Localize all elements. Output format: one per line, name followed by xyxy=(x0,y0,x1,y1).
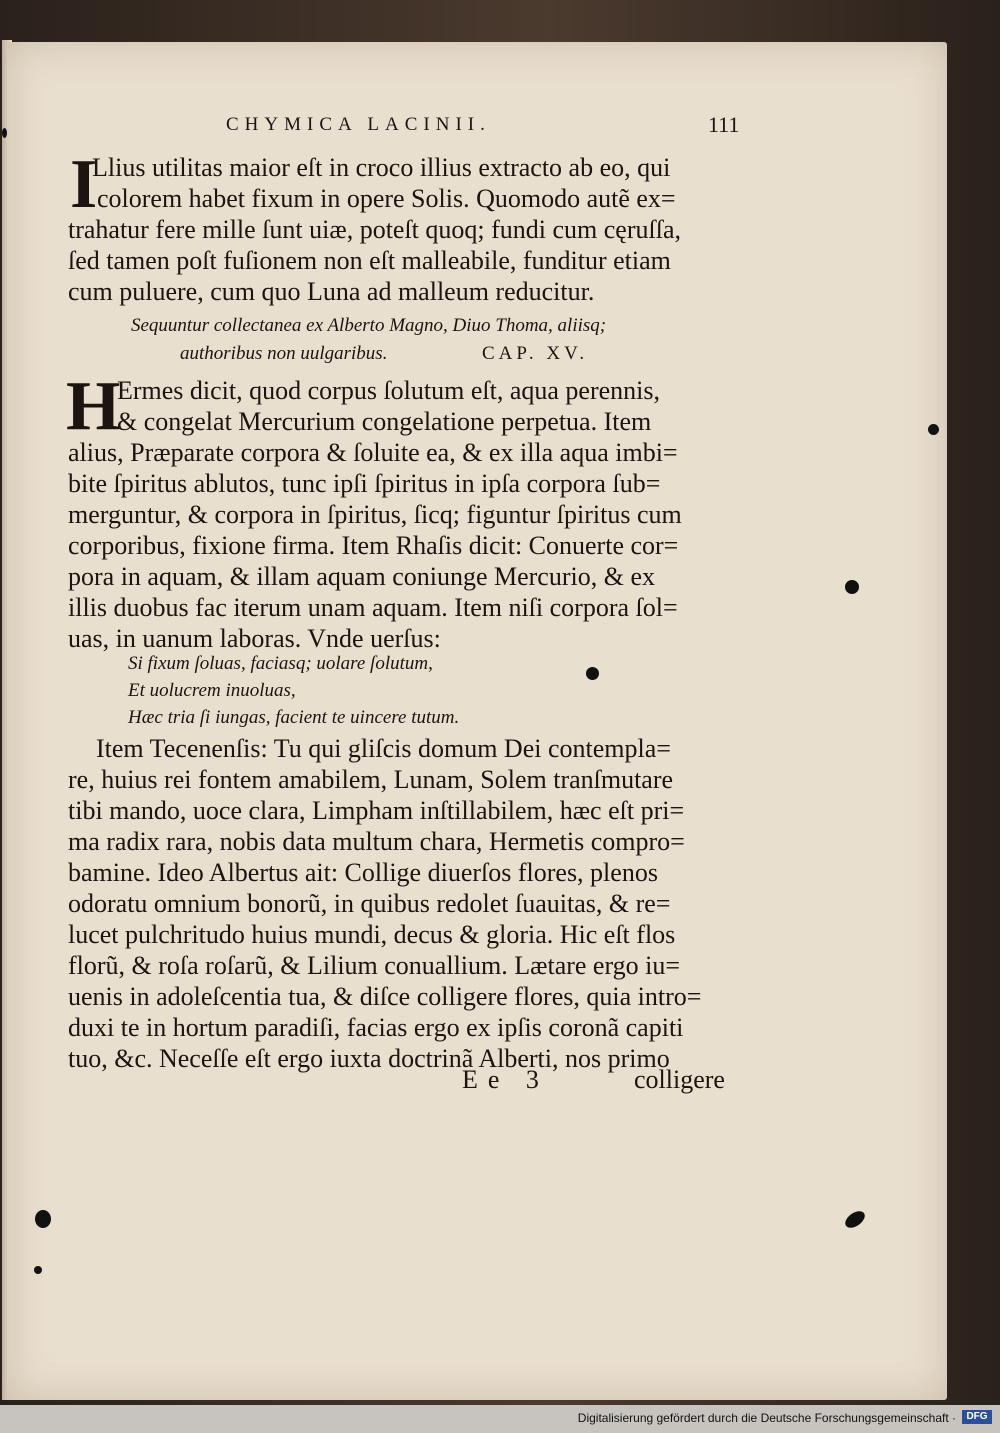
drop-cap-i: I xyxy=(70,146,98,223)
ink-spot xyxy=(2,128,7,138)
page-number: 111 xyxy=(708,112,740,137)
text-line: trahatur fere mille ſunt uiæ, poteſt quoq; fundi cum cęruſſa, xyxy=(68,215,681,244)
text-line: tibi mando, uoce clara, Limpham inſtillabilem, hæc eſt pri= xyxy=(68,796,685,825)
text-line: illis duobus fac iterum unam aquam. Item niſi corpora ſol= xyxy=(68,593,678,622)
chapter-heading-line: authoribus non uulgaribus. xyxy=(180,343,388,364)
signature-mark: Ee 3 xyxy=(462,1065,549,1094)
ink-spot xyxy=(928,424,939,435)
text-line: pora in aquam, & illam aquam coniunge Mercurio, & ex xyxy=(68,562,655,591)
verse-line: Et uolucrem inuoluas, xyxy=(128,680,296,701)
ink-spot xyxy=(35,1210,51,1228)
ink-spot xyxy=(845,580,859,594)
drop-cap-h: H xyxy=(66,368,121,445)
verse-line: Si fixum ſoluas, faciasq; uolare ſolutum, xyxy=(128,653,433,674)
text-line: colorem habet fixum in opere Solis. Quomodo autẽ ex= xyxy=(97,184,676,213)
text-line: Llius utilitas maior eſt in croco illius extracto ab eo, qui xyxy=(92,153,671,182)
digitization-credit: Digitalisierung gefördert durch die Deutsche Forschungsgemeinschaft · xyxy=(577,1411,956,1425)
text-line: & congelat Mercurium congelatione perpetua. Item xyxy=(117,407,652,436)
chapter-number: CAP. XV. xyxy=(482,343,589,364)
ink-spot xyxy=(586,667,599,680)
text-line: Item Tecenenſis: Tu qui gliſcis domum Dei contempla= xyxy=(96,734,671,763)
text-line: ma radix rara, nobis data multum chara, Hermetis compro= xyxy=(68,827,685,856)
text-line: merguntur, & corpora in ſpiritus, ſicq; figuntur ſpiritus cum xyxy=(68,500,682,529)
text-line: Ermes dicit, quod corpus ſolutum eſt, aqua perennis, xyxy=(117,376,660,405)
ink-spot xyxy=(34,1266,42,1274)
text-line: re, huius rei fontem amabilem, Lunam, Solem tranſmutare xyxy=(68,765,674,794)
text-line: ſed tamen poſt fuſionem non eſt malleabile, funditur etiam xyxy=(68,246,671,275)
text-line: uas, in uanum laboras. Vnde uerſus: xyxy=(68,624,441,653)
text-line: duxi te in hortum paradiſi, facias ergo ex ipſis coronã capiti xyxy=(68,1013,684,1042)
text-line: bamine. Ideo Albertus ait: Collige diuerſos flores, plenos xyxy=(68,858,658,887)
text-line: tuo, &c. Neceſſe eſt ergo iuxta doctrinã Alberti, nos primo xyxy=(68,1044,670,1073)
catchword: colligere xyxy=(634,1065,725,1094)
text-line: florũ, & roſa roſarũ, & Lilium conuallium. Lætare ergo iu= xyxy=(68,951,681,980)
text-line: bite ſpiritus ablutos, tunc ipſi ſpiritus in ipſa corpora ſub= xyxy=(68,469,661,498)
text-line: odoratu omnium bonorũ, in quibus redolet ſuauitas, & re= xyxy=(68,889,671,918)
verse-line: Hæc tria ſi iungas, facient te uincere tutum. xyxy=(128,707,460,728)
text-line: lucet pulchritudo huius mundi, decus & gloria. Hic eſt flos xyxy=(68,920,676,949)
running-head: CHYMICA LACINII. xyxy=(226,114,491,135)
text-line: cum puluere, cum quo Luna ad malleum reducitur. xyxy=(68,277,595,306)
text-line: alius, Præparate corpora & ſoluite ea, & ex illa aqua imbi= xyxy=(68,438,678,467)
text-line: corporibus, fixione firma. Item Rhaſis dicit: Conuerte cor= xyxy=(68,531,679,560)
chapter-heading-line: Sequuntur collectanea ex Alberto Magno, Diuo Thoma, aliisq; xyxy=(131,315,607,336)
text-line: uenis in adoleſcentia tua, & diſce colligere flores, quia intro= xyxy=(68,982,702,1011)
dfg-logo: DFG xyxy=(962,1410,992,1424)
